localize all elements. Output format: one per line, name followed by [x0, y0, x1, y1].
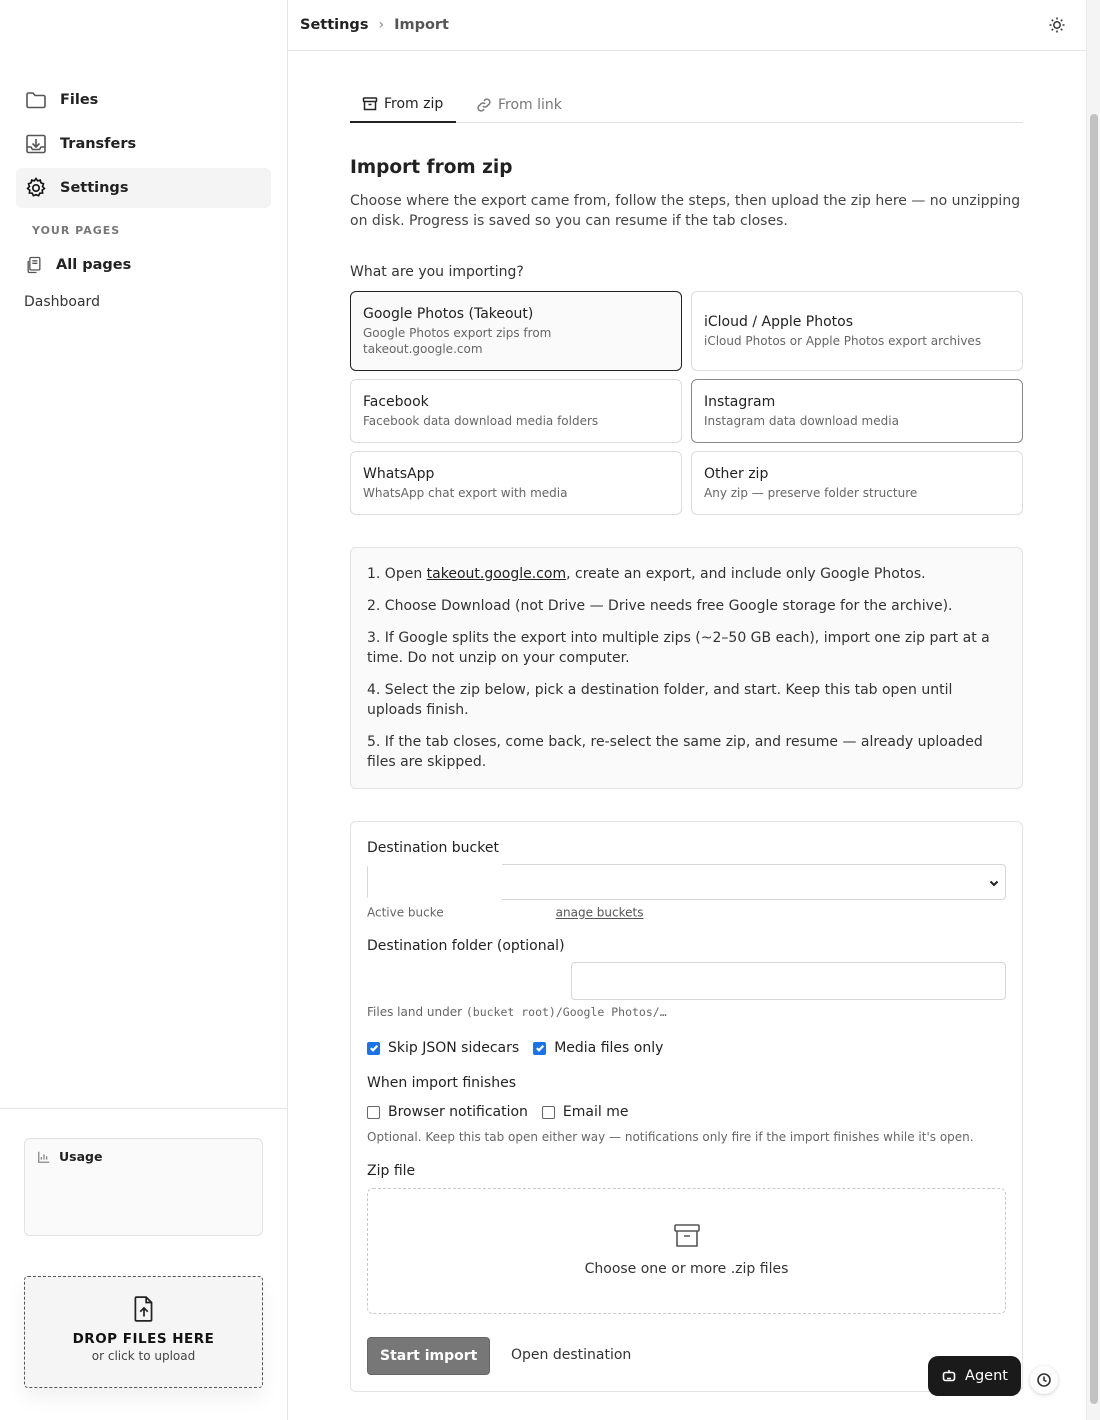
start-import-button[interactable]: Start import — [367, 1337, 490, 1375]
checkmark-icon — [535, 1043, 545, 1053]
source-card-google-photos[interactable] — [350, 291, 682, 371]
sidebar-divider — [0, 1108, 287, 1109]
sidebar-item-label: Transfers — [60, 136, 137, 152]
notify-options — [367, 1104, 642, 1120]
source-title: Other zip — [704, 465, 769, 482]
checkmark-icon — [369, 1043, 379, 1053]
tab-label: From zip — [384, 96, 444, 112]
destination-folder-input[interactable] — [571, 962, 1006, 1000]
theme-toggle-button[interactable] — [1048, 16, 1066, 34]
checkbox-label: Browser notification — [388, 1104, 528, 1120]
step-text: 1. Open — [367, 566, 427, 582]
sidebar-item-dashboard[interactable]: Dashboard — [24, 294, 100, 310]
email-me-option[interactable] — [542, 1104, 629, 1120]
source-title: Facebook — [363, 393, 429, 410]
hint-text: Active bucke — [367, 905, 444, 920]
bucket-hint — [367, 905, 643, 921]
source-title: iCloud / Apple Photos — [704, 313, 854, 330]
chevron-down-icon — [989, 878, 999, 888]
folder-label: Destination folder (optional) — [367, 938, 565, 954]
folder-icon — [24, 88, 48, 112]
skip-json-checkbox[interactable] — [367, 1042, 380, 1055]
step-text: , create an export, and include only Google Photos. — [566, 566, 926, 582]
source-desc: Google Photos export zips from takeout.google.com — [363, 325, 552, 356]
filter-options — [367, 1040, 677, 1056]
agent-label: Agent — [965, 1368, 1008, 1384]
source-card-whatsapp[interactable] — [350, 451, 682, 515]
pages-icon — [24, 255, 44, 275]
usage-title: Usage — [59, 1149, 103, 1164]
archive-box-icon — [672, 1221, 702, 1251]
media-only-option[interactable] — [533, 1040, 663, 1056]
email-me-checkbox[interactable] — [542, 1106, 555, 1119]
your-pages-heading: YOUR PAGES — [32, 224, 121, 237]
takeout-link[interactable]: takeout.google.com — [426, 566, 567, 582]
zip-label: Zip file — [367, 1163, 416, 1179]
archive-icon — [362, 96, 378, 112]
open-destination-button[interactable]: Open destination — [511, 1347, 632, 1363]
step-3: 3. If Google splits the export into multiple zips (~2–50 GB each), import one zip part at a time. Do not unzip on your computer. — [367, 630, 990, 666]
page-title: Import from zip — [350, 157, 513, 178]
folder-hint — [367, 1005, 667, 1019]
source-desc: iCloud Photos or Apple Photos export archives — [704, 333, 982, 348]
zip-dropzone-text: Choose one or more .zip files — [584, 1261, 789, 1277]
source-title: WhatsApp — [363, 465, 435, 482]
import-tabs — [350, 87, 1023, 123]
checkbox-label: Skip JSON sidecars — [388, 1040, 520, 1056]
sidebar-dropzone[interactable] — [24, 1276, 263, 1388]
checkbox-label: Email me — [562, 1104, 629, 1120]
source-card-icloud[interactable] — [691, 291, 1023, 371]
history-button[interactable] — [1030, 1366, 1058, 1394]
source-title: Instagram — [704, 393, 776, 410]
bucket-label: Destination bucket — [367, 840, 499, 856]
hint-text: Files land under — [367, 1005, 466, 1019]
zip-file-dropzone[interactable] — [367, 1188, 1006, 1314]
source-card-facebook[interactable] — [350, 379, 682, 443]
breadcrumb-import: Import — [394, 17, 449, 33]
step-2: 2. Choose Download (not Drive — Drive needs free Google storage for the archive). — [367, 598, 953, 614]
usage-panel — [24, 1138, 263, 1236]
sun-icon — [1048, 16, 1066, 34]
page-scrollbar[interactable] — [1086, 0, 1100, 1420]
manage-buckets-link[interactable]: anage buckets — [555, 905, 644, 920]
tab-label: From link — [498, 97, 562, 113]
browser-notification-checkbox[interactable] — [367, 1106, 380, 1119]
step-5: 5. If the tab closes, come back, re-select the same zip, and resume — already uploaded files are skipped. — [367, 734, 983, 770]
select-overlay — [368, 863, 502, 901]
sidebar-item-label: Files — [60, 92, 99, 108]
bucket-select[interactable] — [367, 864, 1006, 900]
sidebar-item-transfers[interactable] — [16, 124, 271, 164]
instructions-panel — [350, 547, 1023, 789]
tab-from-link[interactable] — [464, 87, 574, 123]
source-desc: Instagram data download media — [704, 413, 899, 428]
breadcrumb-settings[interactable]: Settings — [300, 17, 369, 33]
top-bar — [288, 0, 1086, 51]
tab-from-zip[interactable] — [350, 87, 456, 123]
sidebar-item-settings[interactable] — [16, 168, 271, 208]
hint-overlay — [444, 905, 556, 921]
browser-notification-option[interactable] — [367, 1104, 528, 1120]
sidebar-item-label: Settings — [60, 180, 129, 196]
bar-chart-icon — [37, 1150, 51, 1164]
source-desc: Any zip — preserve folder structure — [704, 485, 918, 500]
dropzone-subtitle: or click to upload — [91, 1349, 196, 1363]
source-title: Google Photos (Takeout) — [363, 305, 534, 322]
checkbox-label: Media files only — [554, 1040, 664, 1056]
import-form — [350, 821, 1023, 1392]
sidebar-item-all-pages[interactable] — [16, 245, 271, 285]
download-tray-icon — [24, 132, 48, 156]
source-card-other-zip[interactable] — [691, 451, 1023, 515]
page-description: Choose where the export came from, follow the steps, then upload the zip here — no unzipping on disk. Progress is saved so you can resume if the tab closes. — [350, 193, 1021, 229]
finish-hint: Optional. Keep this tab open either way — notifications only fire if the import finishes while it's open. — [367, 1130, 974, 1144]
scrollbar-thumb[interactable] — [1090, 114, 1098, 1404]
source-desc: WhatsApp chat export with media — [363, 485, 568, 500]
folder-path: (bucket root)/Google Photos/… — [465, 1005, 667, 1019]
sidebar-item-files[interactable] — [16, 80, 271, 120]
step-1 — [367, 564, 1006, 584]
source-card-instagram[interactable] — [691, 379, 1023, 443]
gear-icon — [24, 176, 48, 200]
usage-header — [37, 1149, 250, 1164]
link-icon — [476, 97, 492, 113]
step-4: 4. Select the zip below, pick a destination folder, and start. Keep this tab open until uploads finish. — [367, 682, 953, 718]
skip-json-option[interactable] — [367, 1040, 519, 1056]
sidebar — [0, 0, 288, 1420]
agent-button[interactable] — [928, 1356, 1021, 1396]
file-upload-icon — [131, 1295, 157, 1323]
source-desc: Facebook data download media folders — [363, 413, 599, 428]
source-question: What are you importing? — [350, 264, 524, 280]
robot-icon — [941, 1368, 957, 1384]
media-only-checkbox[interactable] — [533, 1042, 546, 1055]
sidebar-item-label: All pages — [56, 257, 132, 273]
dropzone-title: DROP FILES HERE — [72, 1331, 215, 1347]
clock-icon — [1036, 1372, 1052, 1388]
finish-label: When import finishes — [367, 1075, 516, 1091]
breadcrumb-separator: › — [378, 17, 385, 33]
